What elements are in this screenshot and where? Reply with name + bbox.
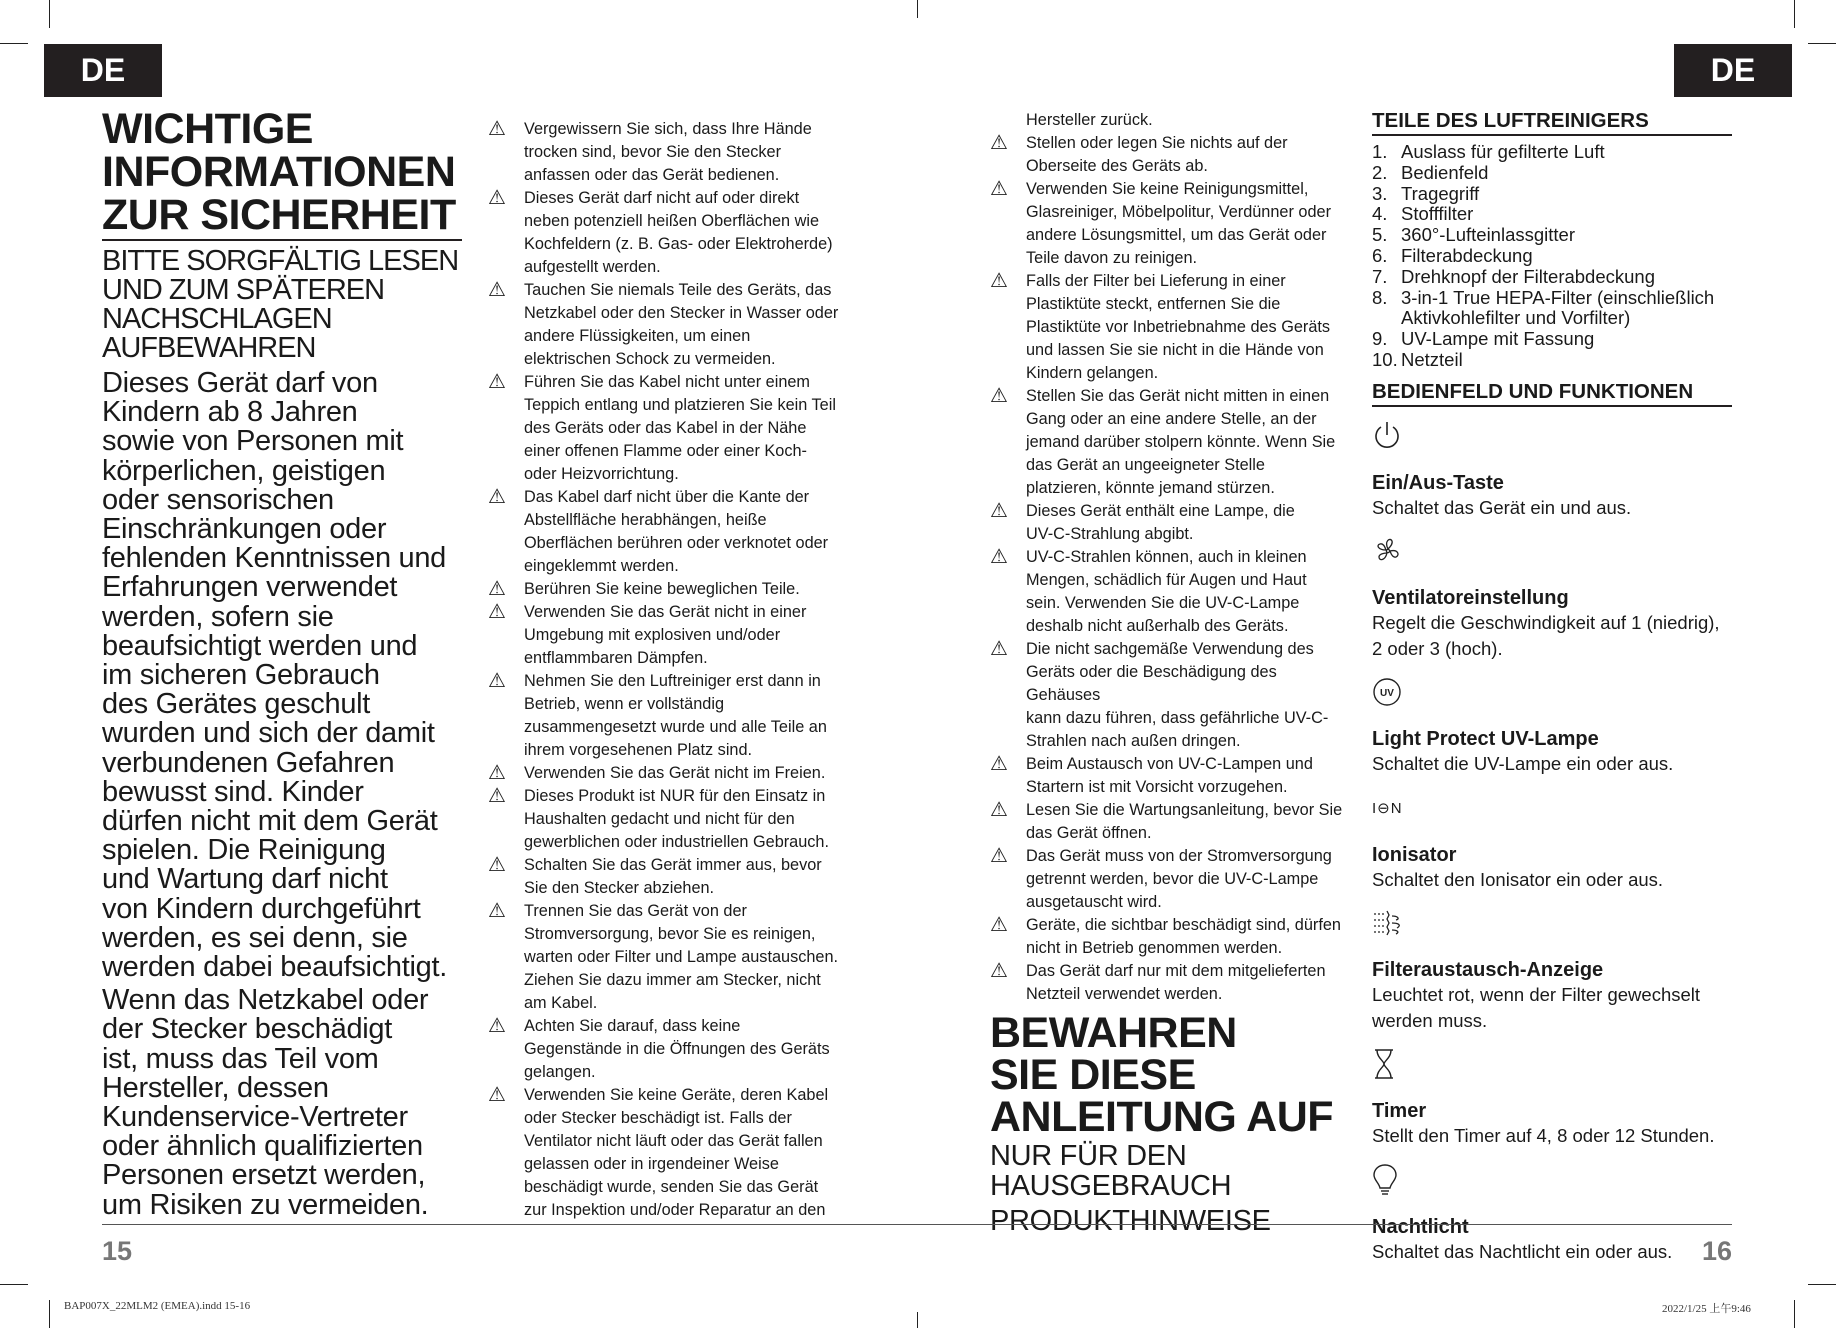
warning-triangle-icon: ⚠ [990,546,1008,568]
warning-line: Vergewissern Sie sich, dass Ihre Hände [524,120,812,138]
function-description [1372,867,1732,893]
paragraph-line: beaufsichtigt werden und [102,629,418,662]
warning-triangle-icon: ⚠ [488,900,506,922]
paragraph-line: Kindern ab 8 Jahren [102,396,358,429]
description-line: 2 oder 3 (hoch). [1372,637,1503,659]
warning-triangle-icon: ⚠ [990,270,1008,292]
paragraph-line: ist, muss das Teil vom [102,1042,379,1075]
warning-triangle-icon: ⚠ [990,753,1008,775]
crop-mark [1794,0,1795,28]
warning-item [990,385,1350,500]
fan-icon [1372,532,1732,570]
paragraph-line: Hersteller, dessen [102,1071,329,1104]
function-title: Ionisator [1372,843,1457,866]
part-item [1372,204,1732,225]
description-line: Stellt den Timer auf 4, 8 oder 12 Stunden. [1372,1125,1715,1147]
subtitle-line: NACHSCHLAGEN [102,303,332,335]
parts-list [1372,142,1732,371]
warning-line: platzieren, könnte jemand stürzen. [1026,479,1275,497]
date-slug: 2022/1/25 上午9:46 [1662,1303,1751,1315]
part-item [1372,246,1732,267]
page-number-left: 15 [102,1236,133,1266]
language-tab-left: DE [44,44,162,97]
warning-line: deshalb nicht außerhalb des Geräts. [1026,617,1289,635]
filter-icon [1372,904,1732,942]
paragraph-line: körperlichen, geistigen [102,454,386,487]
paragraph-line: fehlenden Kenntnissen und [102,542,447,575]
warning-line: eingeklemmt werden. [524,557,679,575]
warning-line: zur Inspektion und/oder Reparatur an den [524,1201,826,1219]
function-description [1372,751,1732,777]
description-line: Schaltet die UV-Lampe ein oder aus. [1372,753,1674,775]
description-line: Schaltet den Ionisator ein oder aus. [1372,868,1664,890]
part-label: Bedienfeld [1401,161,1489,183]
paragraph-line: werden dabei beaufsichtigt. [102,951,447,984]
warning-triangle-icon: ⚠ [990,385,1008,407]
part-item [1372,163,1732,184]
warning-line: Teile davon zu reinigen. [1026,249,1198,267]
warning-line: Startern ist mit Vorsicht vorzugehen. [1026,778,1288,796]
warning-line: aufgestellt werden. [524,258,661,276]
crop-mark [49,0,50,28]
paragraph-line: Einschränkungen oder [102,513,387,546]
warning-triangle-icon: ⚠ [488,118,506,140]
ion-icon [1372,789,1732,827]
warning-line: das Gerät öffnen. [1026,824,1152,842]
warning-line: Gang oder an eine andere Stelle, an der [1026,410,1317,428]
warning-line: andere Lösungsmittel, um das Gerät oder [1026,226,1327,244]
warning-item [990,914,1350,960]
title-line: INFORMATIONEN [102,148,456,196]
paragraph-line: im sicheren Gebrauch [102,659,380,692]
warning-triangle-icon: ⚠ [990,960,1008,982]
warning-line: warten oder Filter und Lampe austauschen. [524,948,839,966]
paragraph-line: sowie von Personen mit [102,425,404,458]
parts-title: TEILE DES LUFTREINIGERS [1372,108,1732,136]
part-number: 4. [1372,203,1388,225]
part-number: 7. [1372,265,1388,287]
warning-item [488,601,848,670]
crop-mark [0,1284,28,1285]
warning-item [488,118,848,187]
part-number: 9. [1372,328,1388,350]
part-label: Drehknopf der Filterabdeckung [1401,265,1656,287]
warning-line: Das Gerät darf nur mit dem mitgelieferten [1026,962,1326,980]
warning-line: Sie den Stecker abziehen. [524,879,715,897]
warning-line: Tauchen Sie niemals Teile des Geräts, das [524,281,832,299]
title-line: WICHTIGE [102,105,313,153]
warning-line: zusammengesetzt wurde und alle Teile an [524,718,827,736]
title-line: ZUR SICHERHEIT [102,191,456,239]
warning-line: jemand darüber stolpern könnte. Wenn Sie [1026,433,1336,451]
warning-item [990,270,1350,385]
part-number [1372,308,1401,329]
warning-triangle-icon: ⚠ [990,500,1008,522]
warning-item [488,578,848,601]
part-label: Netzteil [1401,348,1463,370]
part-number: 8. [1372,286,1388,308]
warning-triangle-icon: ⚠ [990,914,1008,936]
part-label: Tragegriff [1401,182,1480,204]
warning-line: Trennen Sie das Gerät von der [524,902,747,920]
warning-line: Haushalten gedacht und nicht für den [524,810,795,828]
household-use-subtitle [990,1142,1350,1201]
warning-line: Teppich entlang und platzieren Sie kein Teil [524,396,836,414]
warning-item [488,900,848,1015]
function-item [1372,417,1732,521]
functions-list [1372,417,1732,1265]
function-item [1372,673,1732,777]
paragraph-line: oder sensorischen [102,483,334,516]
description-line: Schaltet das Gerät ein und aus. [1372,496,1632,518]
warning-line: Geräte, die sichtbar beschädigt sind, dürfen [1026,916,1341,934]
crop-mark [49,1300,50,1328]
function-title: Ein/Aus-Taste [1372,471,1504,494]
crop-mark [917,1312,918,1328]
warning-line: am Kabel. [524,994,598,1012]
function-title: Light Protect UV-Lampe [1372,728,1599,751]
warning-line: Mengen, schädlich für Augen und Haut [1026,571,1307,589]
function-item [1372,789,1732,893]
warning-line: ausgetauscht wird. [1026,893,1162,911]
paragraph-line: werden, es sei denn, sie [102,921,408,954]
crop-mark [1794,1300,1795,1328]
paragraph-line: wurden und sich der damit [102,717,435,750]
part-label: Stofffilter [1401,203,1474,225]
warning-line: getrennt werden, bevor die UV-C-Lampe [1026,870,1319,888]
function-title: Ventilatoreinstellung [1372,587,1569,610]
warning-line: Verwenden Sie keine Geräte, deren Kabel [524,1086,829,1104]
warning-line: Abstellfläche herabhängen, heiße [524,511,767,529]
part-label: 360°-Lufteinlassgitter [1401,224,1575,246]
part-item [1372,142,1732,163]
part-number: 6. [1372,244,1388,266]
warning-line: und lassen Sie sie nicht in die Hände von [1026,341,1324,359]
warning-item [488,371,848,486]
part-number: 3. [1372,182,1388,204]
paragraph-line: spielen. Die Reinigung [102,834,386,867]
warning-line: nicht in Betrieb genommen werden. [1026,939,1283,957]
warning-item [990,500,1350,546]
continuation-text: Hersteller zurück. [1026,111,1153,129]
warning-item [990,799,1350,845]
warning-line: Oberflächen berühren oder verknotet oder [524,534,829,552]
warning-triangle-icon: ⚠ [990,638,1008,660]
warning-triangle-icon: ⚠ [488,1015,506,1037]
warning-line: UV-C-Strahlung abgibt. [1026,525,1194,543]
warning-item [488,279,848,371]
paragraph-line: und Wartung darf nicht [102,863,388,896]
paragraph-line: Kundenservice-Vertreter [102,1101,408,1134]
warning-triangle-icon: ⚠ [488,854,506,876]
part-number: 2. [1372,161,1388,183]
warning-triangle-icon: ⚠ [488,279,506,301]
cable-paragraph [102,986,462,1220]
warning-line: Netzteil verwendet werden. [1026,985,1223,1003]
warnings-column-2 [990,109,1350,1237]
warning-line: Schalten Sie das Gerät immer aus, bevor [524,856,822,874]
warning-triangle-icon: ⚠ [488,1084,506,1106]
warning-line: Geräts oder die Beschädigung des Gehäuses [1026,663,1277,704]
warning-line: Führen Sie das Kabel nicht unter einem [524,373,810,391]
warning-line: oder Stecker beschädigt ist. Falls der [524,1109,792,1127]
children-paragraph [102,369,462,982]
description-line: werden muss. [1372,1009,1488,1031]
function-item [1372,532,1732,661]
part-item [1372,329,1732,350]
part-item [1372,350,1732,371]
warning-line: des Geräts oder das Kabel in der Nähe [524,419,807,437]
file-slug: BAP007X_22MLM2 (EMEA).indd 15-16 [64,1300,251,1312]
title-rule [102,239,462,241]
warning-triangle-icon: ⚠ [488,785,506,807]
language-tab-right: DE [1674,44,1792,97]
functions-title: BEDIENFELD UND FUNKTIONEN [1372,379,1732,407]
warning-triangle-icon: ⚠ [488,578,506,600]
description-line: Regelt die Geschwindigkeit auf 1 (niedrig), [1372,612,1720,634]
warning-triangle-icon: ⚠ [488,762,506,784]
subtitle-line: UND ZUM SPÄTEREN [102,274,385,306]
warning-line: Dieses Gerät darf nicht auf oder direkt [524,189,800,207]
part-item [1372,184,1732,205]
warning-line: Die nicht sachgemäße Verwendung des [1026,640,1314,658]
warning-line: UV-C-Strahlen können, auch in kleinen [1026,548,1307,566]
warning-triangle-icon: ⚠ [488,601,506,623]
warning-line: Plastiktüte steckt, entfernen Sie die [1026,295,1281,313]
warning-triangle-icon: ⚠ [488,670,506,692]
warning-line: Dieses Produkt ist NUR für den Einsatz in [524,787,826,805]
warning-line: andere Flüssigkeiten, um einen [524,327,751,345]
title-line: ANLEITUNG AUF [990,1093,1334,1141]
footer-rule [102,1224,1732,1225]
crop-mark [1808,1284,1836,1285]
paragraph-line: bewusst sind. Kinder [102,775,364,808]
paragraph-line: des Gerätes geschult [102,688,371,721]
warning-line: Nehmen Sie den Luftreiniger erst dann in [524,672,821,690]
safety-title [102,105,462,239]
part-item [1372,267,1732,288]
warning-line: Dieses Gerät enthält eine Lampe, die [1026,502,1295,520]
warning-line: Betrieb, wenn er vollständig [524,695,725,713]
product-notes-heading: PRODUKTHINWEISE [990,1205,1271,1237]
warning-triangle-icon: ⚠ [990,132,1008,154]
paragraph-line: werden, sofern sie [102,600,334,633]
warning-triangle-icon: ⚠ [990,799,1008,821]
warning-line: Kindern gelangen. [1026,364,1159,382]
warnings-column-1 [488,118,848,1222]
warning-line: trocken sind, bevor Sie den Stecker [524,143,782,161]
function-title: Filteraustausch-Anzeige [1372,959,1604,982]
part-label: Aktivkohlefilter und Vorfilter) [1401,307,1631,329]
function-title: Nachtlicht [1372,1215,1469,1238]
part-number: 10. [1372,348,1398,370]
warning-line: Lesen Sie die Wartungsanleitung, bevor Sie [1026,801,1343,819]
paragraph-line: Dieses Gerät darf von [102,367,378,399]
warning-line: Stellen oder legen Sie nichts auf der [1026,134,1288,152]
warning-line: Stellen Sie das Gerät nicht mitten in einen [1026,387,1330,405]
warning-item [488,1015,848,1084]
warning-triangle-icon: ⚠ [488,187,506,209]
warning-line: Verwenden Sie keine Reinigungsmittel, [1026,180,1309,198]
part-item [1372,308,1732,329]
power-icon [1372,417,1732,455]
warning-line: Strahlen nach außen dringen. [1026,732,1241,750]
paragraph-line: verbundenen Gefahren [102,746,395,779]
warning-line: anfassen oder das Gerät bedienen. [524,166,780,184]
warning-item [990,960,1350,1006]
subtitle-line: AUFBEWAHREN [102,332,316,364]
part-label: UV-Lampe mit Fassung [1401,328,1595,350]
paragraph-line: um Risiken zu vermeiden. [102,1188,429,1221]
warning-item [990,845,1350,914]
paragraph-line: Wenn das Netzkabel oder [102,984,429,1017]
function-title: Timer [1372,1100,1427,1123]
title-line: SIE DIESE [990,1051,1196,1099]
warning-triangle-icon: ⚠ [488,371,506,393]
warning-line: Oberseite des Geräts ab. [1026,157,1208,175]
warning-line: das Gerät an ungeeigneter Stelle [1026,456,1265,474]
paragraph-line: von Kindern durchgeführt [102,892,421,925]
uv-icon-label: UV [1380,688,1394,700]
warning-line: Gegenstände in die Öffnungen des Geräts [524,1040,830,1058]
warning-line: entflammbaren Dämpfen. [524,649,708,667]
crop-mark [917,0,918,18]
warning-item [990,546,1350,638]
warning-line: Ventilator nicht läuft oder das Gerät fallen [524,1132,823,1150]
warning-line: gewerblichen oder industriellen Gebrauch. [524,833,830,851]
warning-item [488,1084,848,1222]
warning-line: ihrem vorgesehenen Platz sind. [524,741,753,759]
warning-item [488,187,848,279]
warnings-list [990,132,1350,1006]
description-line: Schaltet das Nachtlicht ein oder aus. [1372,1240,1673,1262]
crop-mark [1808,43,1836,44]
title-line: BEWAHREN [990,1009,1237,1057]
subtitle-line: NUR FÜR DEN [990,1140,1187,1172]
hourglass-icon [1372,1045,1732,1083]
part-item [1372,288,1732,309]
warning-line: Netzkabel oder den Stecker in Wasser oder [524,304,839,322]
part-number: 1. [1372,141,1388,162]
paragraph-line: Personen ersetzt werden, [102,1159,426,1192]
warning-line: gelassen oder in irgendeiner Weise [524,1155,779,1173]
warning-item [990,178,1350,270]
function-description [1372,982,1732,1033]
description-line: Leuchtet rot, wenn der Filter gewechselt [1372,984,1701,1006]
warning-line: Achten Sie darauf, dass keine [524,1017,741,1035]
ion-icon-label: I⊖N [1372,799,1403,817]
function-description [1372,1123,1732,1149]
warning-item [488,670,848,762]
keep-instructions-title [990,1009,1350,1141]
warning-line: Stromversorgung, bevor Sie es reinigen, [524,925,816,943]
part-label: 3-in-1 True HEPA-Filter (einschließlich [1401,286,1715,308]
warning-triangle-icon: ⚠ [990,178,1008,200]
function-description [1372,495,1732,521]
warning-line: Umgebung mit explosiven und/oder [524,626,781,644]
part-label: Filterabdeckung [1401,244,1533,266]
part-item [1372,225,1732,246]
warning-line: Glasreiniger, Möbelpolitur, Verdünner oder [1026,203,1332,221]
warning-item [990,753,1350,799]
warning-line: Berühren Sie keine beweglichen Teile. [524,580,800,598]
warning-line: Falls der Filter bei Lieferung in einer [1026,272,1286,290]
warning-item [990,638,1350,753]
safety-intro-column [102,105,462,1224]
warning-line: oder Heizvorrichtung. [524,465,679,483]
warning-line: einer offenen Flamme oder einer Koch- [524,442,807,460]
parts-functions-column [1372,108,1732,1264]
warning-item [488,762,848,785]
warning-line: gelangen. [524,1063,596,1081]
warning-line: beschädigt wurde, senden Sie das Gerät [524,1178,819,1196]
subtitle-line: BITTE SORGFÄLTIG LESEN [102,245,459,277]
function-item [1372,904,1732,1033]
paragraph-line: oder ähnlich qualifizierten [102,1130,423,1163]
warning-item [488,854,848,900]
bulb-icon [1372,1161,1732,1199]
function-description [1372,610,1732,661]
warning-triangle-icon: ⚠ [990,845,1008,867]
warning-line: Beim Austausch von UV-C-Lampen und [1026,755,1313,773]
warning-item [488,785,848,854]
warning-item [990,132,1350,178]
function-description [1372,1239,1732,1265]
warning-line: Das Gerät muss von der Stromversorgung [1026,847,1332,865]
subtitle-line: HAUSGEBRAUCH [990,1169,1232,1202]
crop-mark [0,43,28,44]
part-label: Auslass für gefilterte Luft [1401,141,1605,162]
warning-line: elektrischen Schock zu vermeiden. [524,350,776,368]
warning-line: Das Kabel darf nicht über die Kante der [524,488,810,506]
warning-line: Kochfeldern (z. B. Gas- oder Elektroherde) [524,235,833,253]
safety-subtitle [102,247,462,363]
paragraph-line: dürfen nicht mit dem Gerät [102,805,438,838]
warning-line: neben potenziell heißen Oberflächen wie [524,212,820,230]
function-item [1372,1161,1732,1265]
page-number-right: 16 [1702,1236,1733,1266]
paragraph-line: Erfahrungen verwendet [102,571,398,604]
warning-line: kann dazu führen, dass gefährliche UV-C- [1026,709,1329,727]
part-number: 5. [1372,224,1388,246]
warning-triangle-icon: ⚠ [488,486,506,508]
warning-line: Verwenden Sie das Gerät nicht in einer [524,603,807,621]
warning-line: Ziehen Sie dazu immer am Stecker, nicht [524,971,821,989]
uv-icon [1372,673,1732,711]
warning-line: sein. Verwenden Sie die UV-C-Lampe [1026,594,1300,612]
function-item [1372,1045,1732,1149]
paragraph-line: der Stecker beschädigt [102,1013,393,1046]
warning-item [488,486,848,578]
warning-line: Verwenden Sie das Gerät nicht im Freien. [524,764,826,782]
warning-line: Plastiktüte vor Inbetriebnahme des Geräts [1026,318,1331,336]
